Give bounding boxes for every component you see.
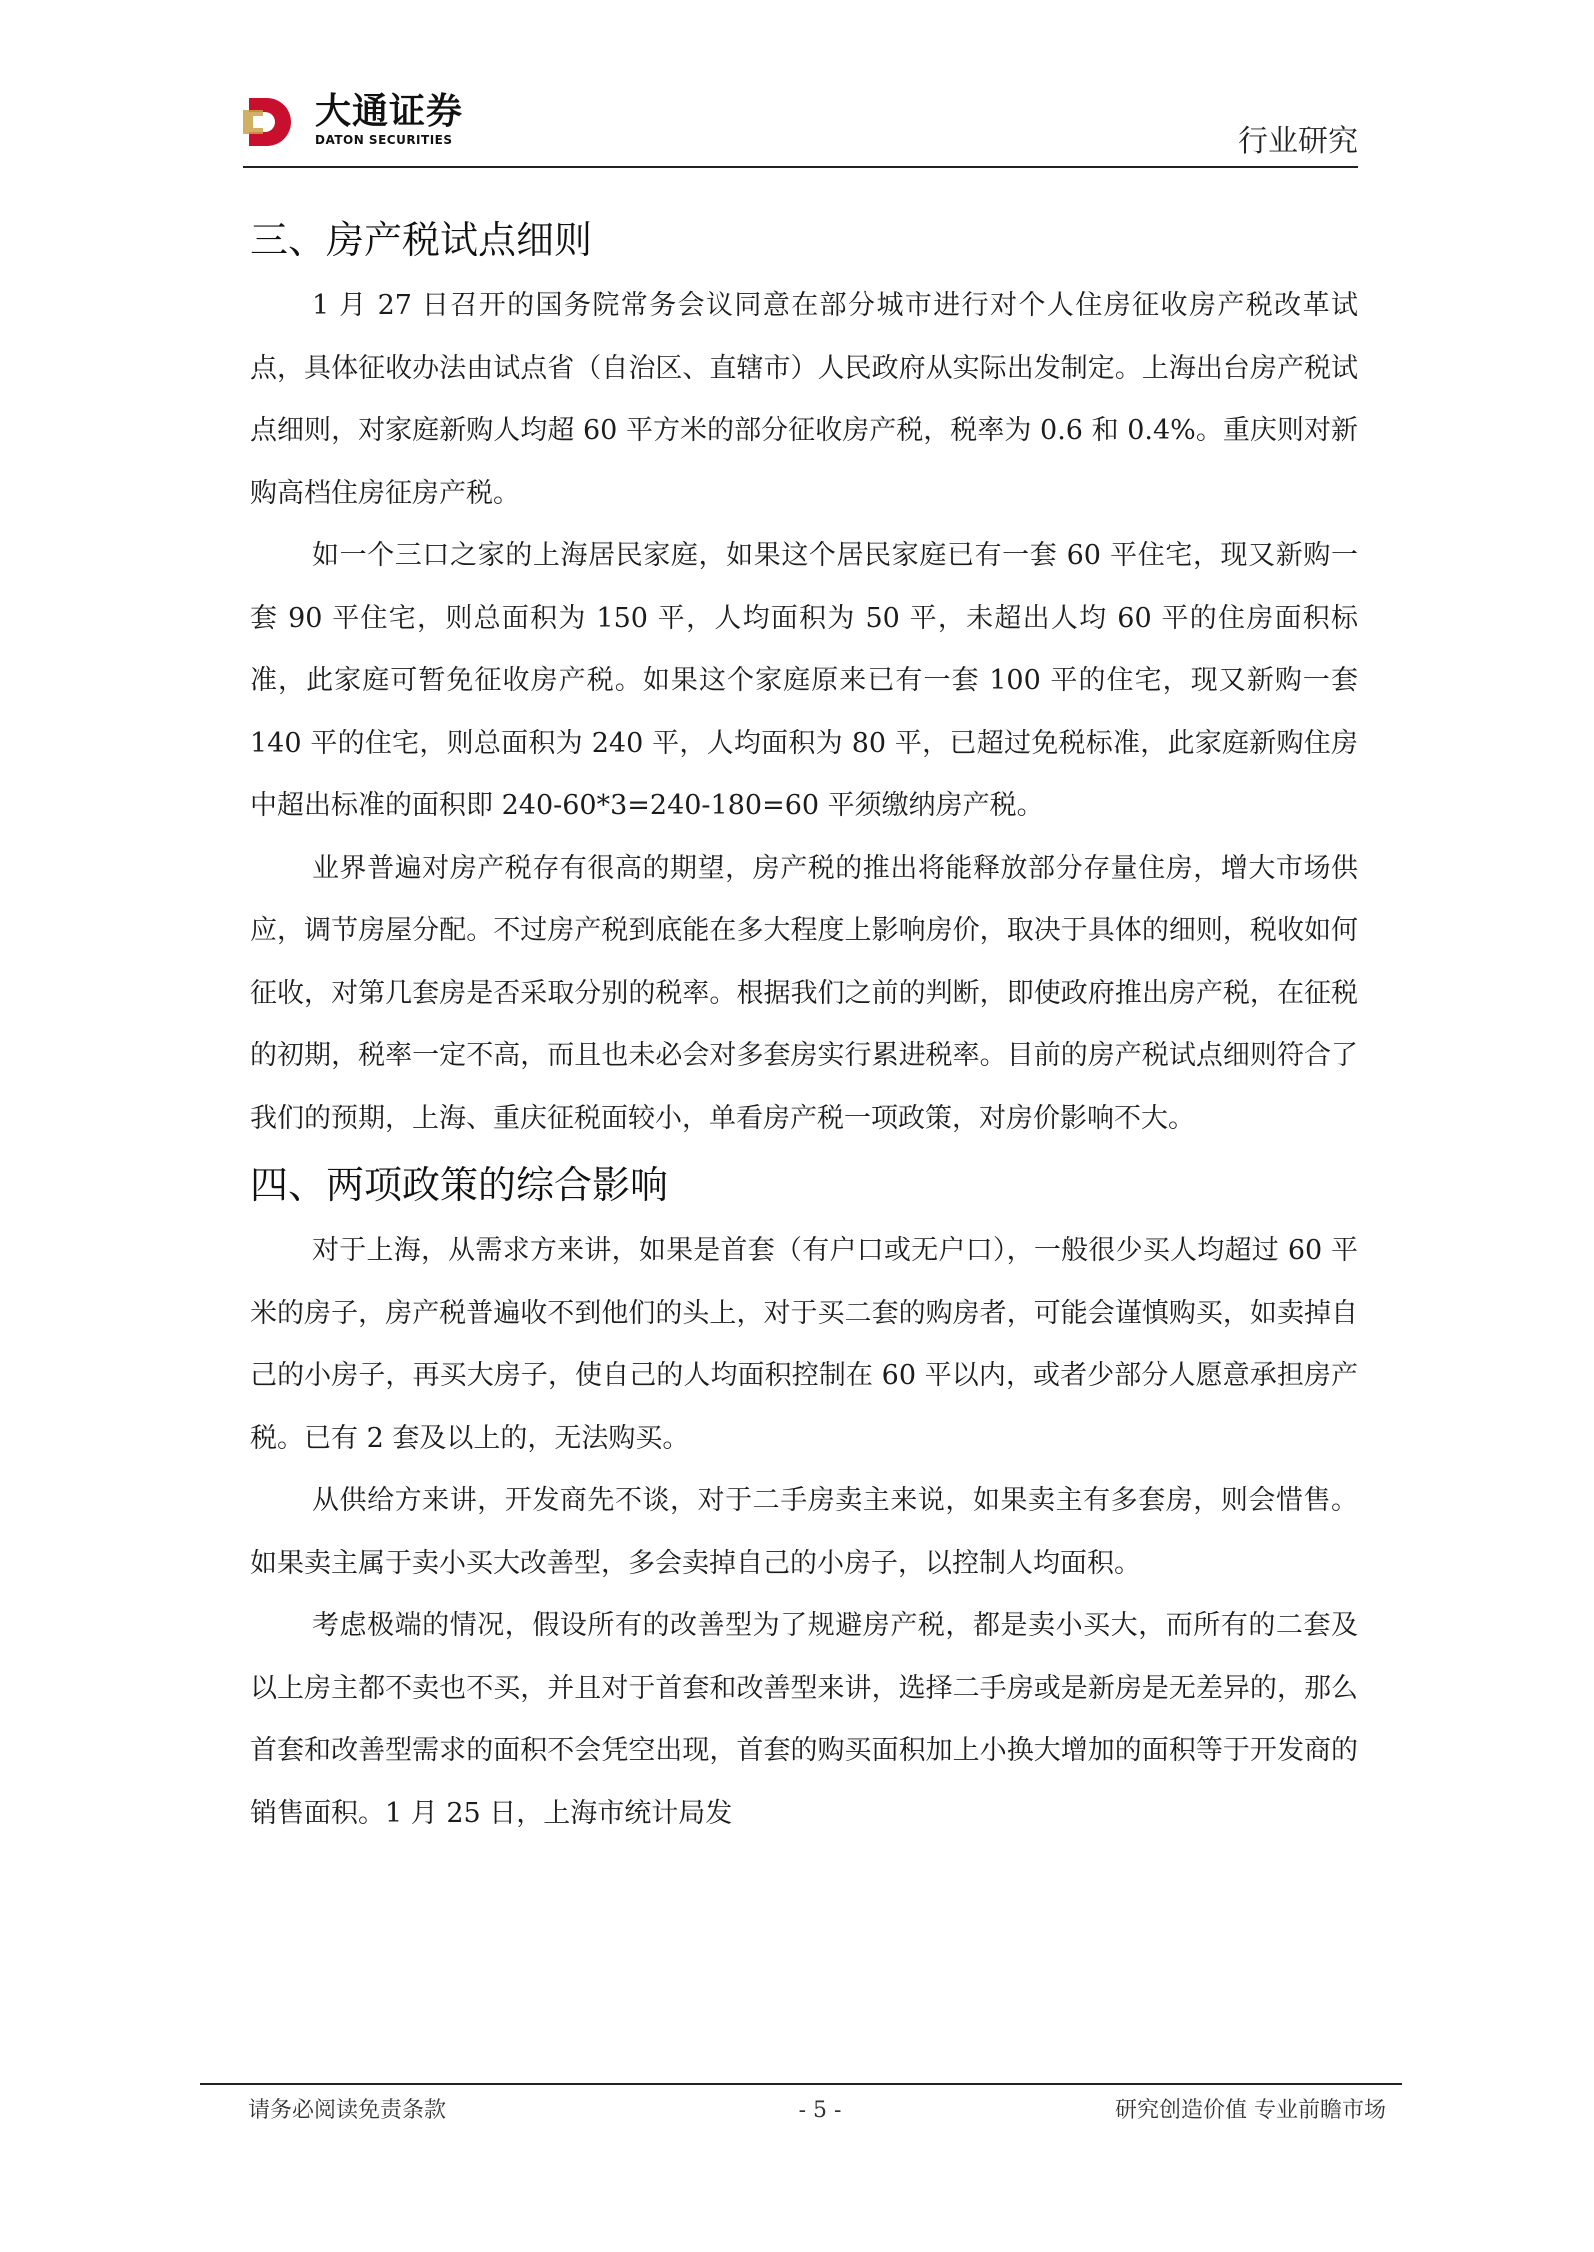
body-paragraph: 从供给方来讲，开发商先不谈，对于二手房卖主来说，如果卖主有多套房，则会惜售。如果卖主属于卖小买大改善型，多会卖掉自己的小房子，以控制人均面积。 — [250, 1485, 1358, 1579]
daton-logo-icon — [243, 94, 293, 150]
page-number: - 5 - — [798, 2098, 842, 2123]
body-paragraph: 业界普遍对房产税存有很高的期望，房产税的推出将能释放部分存量住房，增大市场供应，调节房屋分配。不过房产税到底能在多大程度上影响房价，取决于具体的细则，税收如何征收，对第几套房是否采取分别的税率。根据我们之前的判断，即使政府推出房产税，在征税的初期，税率一定不高，而且也未必会对多套房实行累进税率。目前的房产税试点细则符合了我们的预期，上海、重庆征税面较小，单看房产税一项政策，对房价影响不大。 — [250, 852, 1358, 1134]
body-paragraph: 考虑极端的情况，假设所有的改善型为了规避房产税，都是卖小买大，而所有的二套及以上房主都不卖也不买，并且对于首套和改善型来讲，选择二手房或是新房是无差异的，那么首套和改善型需求的面积不会凭空出现，首套的购买面积加上小换大增加的面积等于开发商的销售面积。1 月 25 日，上海市统计局发 — [250, 1610, 1358, 1829]
report-body — [250, 205, 1358, 1845]
footer-slogan: 研究创造价值 专业前瞻市场 — [1115, 2098, 1386, 2123]
company-logo — [243, 88, 483, 160]
report-category: 行业研究 — [1238, 124, 1358, 159]
footer-divider — [200, 2083, 1402, 2085]
body-paragraph: 1 月 27 日召开的国务院常务会议同意在部分城市进行对个人住房征收房产税改革试点，具体征收办法由试点省（自治区、直辖市）人民政府从实际出发制定。上海出台房产税试点细则，对家庭新购人均超 60 平方米的部分征收房产税，税率为 0.6 和 0.4%。重庆则对新购高档住房征房产税。 — [250, 290, 1358, 509]
logo-chinese-name: 大通证券 — [315, 91, 464, 132]
logo-english-name: DATON SECURITIES — [315, 133, 453, 147]
body-paragraph: 如一个三口之家的上海居民家庭，如果这个居民家庭已有一套 60 平住宅，现又新购一套 90 平住宅，则总面积为 150 平，人均面积为 50 平，未超出人均 60 平的住房面积标准，此家庭可暂免征收房产税。如果这个家庭原来已有一套 100 平的住宅，现又新购一套 140 平的住宅，则总面积为 240 平，人均面积为 80 平，已超过免税标准，此家庭新购住房中超出标准的面积即 240-60*3=240-180=60 平须缴纳房产税。 — [250, 540, 1358, 821]
page-header — [243, 88, 1358, 166]
section-heading: 三、房产税试点细则 — [250, 218, 593, 262]
header-divider — [243, 166, 1358, 168]
footer-disclaimer: 请务必阅读免责条款 — [248, 2098, 447, 2123]
section-heading: 四、两项政策的综合影响 — [250, 1163, 669, 1207]
body-paragraph: 对于上海，从需求方来讲，如果是首套（有户口或无户口），一般很少买人均超过 60 平米的房子，房产税普遍收不到他们的头上，对于买二套的购房者，可能会谨慎购买，如卖掉自己的小房子，再买大房子，使自己的人均面积控制在 60 平以内，或者少部分人愿意承担房产税。已有 2 套及以上的，无法购买。 — [250, 1235, 1358, 1454]
